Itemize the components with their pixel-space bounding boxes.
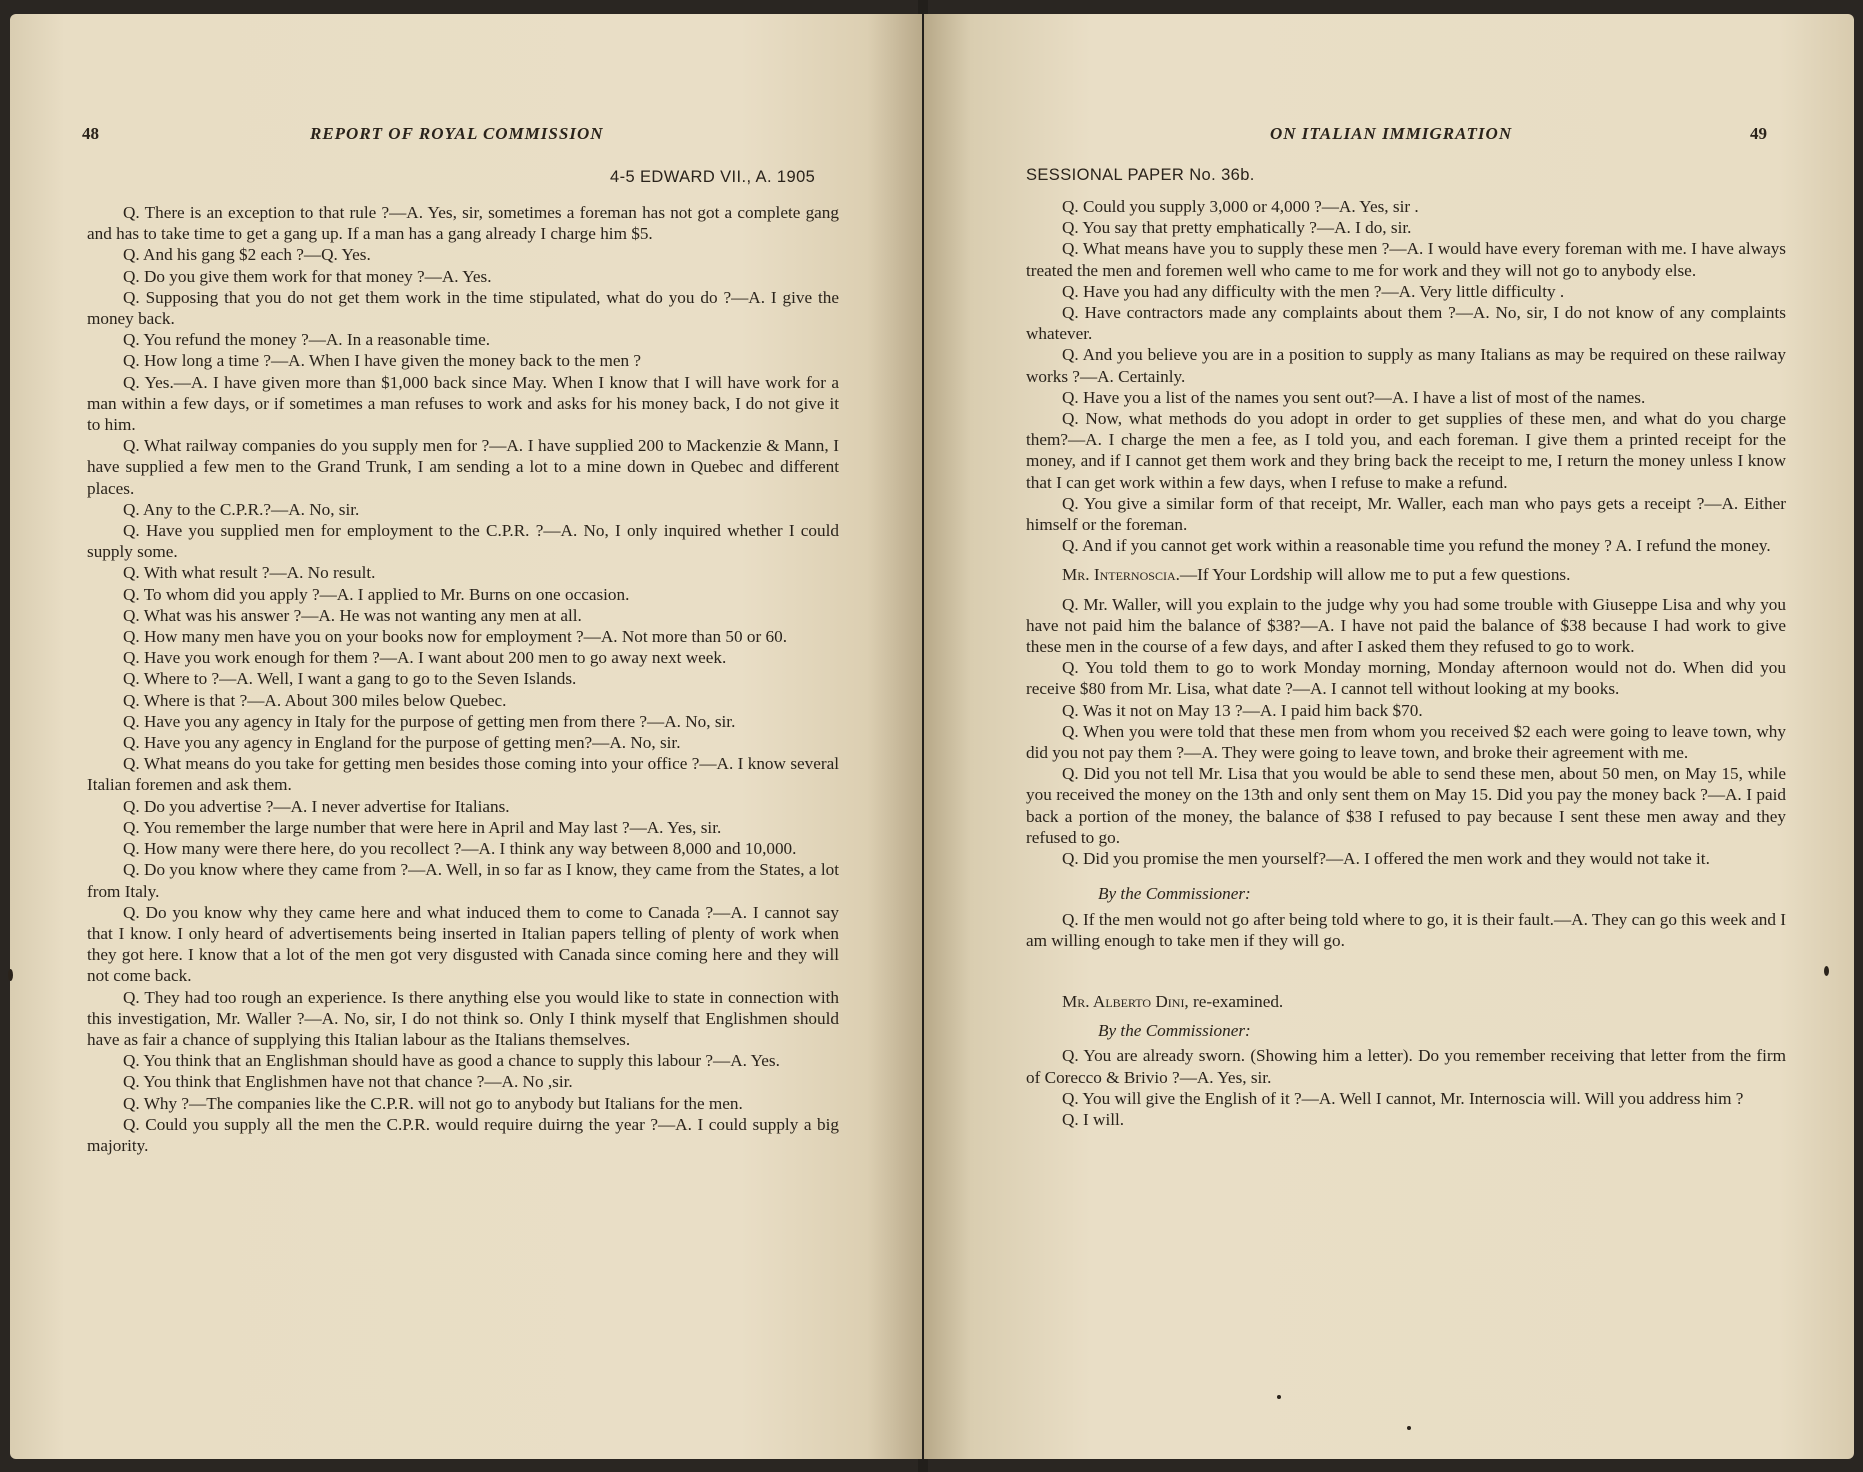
- qa-paragraph: Q. And if you cannot get work within a reasonable time you refund the money ? A. I refund the money.: [1062, 536, 1771, 556]
- qa-paragraph: Q. Have you supplied men for employment to the C.P.R. ?—A. No, I only inquired whether I could supply some.: [87, 521, 839, 562]
- qa-paragraph: Q. And his gang $2 each ?—Q. Yes.: [123, 245, 371, 265]
- right-body-text: [1026, 196, 1786, 1130]
- qa-paragraph: Q. You think that Englishmen have not that chance ?—A. No ,sir.: [123, 1072, 573, 1092]
- qa-paragraph: Q. Why ?—The companies like the C.P.R. will not go to anybody but Italians for the men.: [123, 1093, 743, 1113]
- qa-paragraph: Q. You refund the money ?—A. In a reasonable time.: [123, 330, 491, 350]
- witness-line: [1026, 991, 1786, 1012]
- qa-paragraph: Q. What was his answer ?—A. He was not wanting any men at all.: [123, 605, 582, 625]
- qa-paragraph: Q. Yes.—A. I have given more than $1,000 back since May. When I know that I will have work for a man within a few days, or if sometimes a man refuses to work and asks for his money back, I do not give it to him.: [87, 372, 839, 435]
- qa-paragraph: Q. Do you advertise ?—A. I never advertise for Italians.: [123, 796, 510, 816]
- qa-paragraph: Q. Have you any agency in England for the purpose of getting men?—A. No, sir.: [123, 733, 681, 753]
- qa-paragraph: Q. Could you supply 3,000 or 4,000 ?—A. Yes, sir .: [1062, 197, 1419, 216]
- qa-paragraph: Q. When you were told that these men from whom you received $2 each were going to leave town, why did you not pay them ?—A. They were going to leave town, and broke their agreement with me.: [1026, 721, 1786, 763]
- left-sub-head: 4-5 EDWARD VII., A. 1905: [610, 168, 816, 186]
- witness-status: re-examined.: [1188, 991, 1284, 1011]
- margin-mark: [1824, 966, 1829, 976]
- speck: [1277, 1395, 1281, 1399]
- qa-paragraph: Q. Where to ?—A. Well, I want a gang to go to the Seven Islands.: [123, 669, 577, 689]
- qa-paragraph: Q. Do you give them work for that money ?—A. Yes.: [123, 266, 492, 286]
- margin-mark: [8, 969, 13, 981]
- qa-paragraph: Q. You remember the large number that were here in April and May last ?—A. Yes, sir.: [123, 817, 722, 837]
- qa-paragraph: Q. Do you know where they came from ?—A. Well, in so far as I know, they came from the States, a lot from Italy.: [87, 860, 839, 901]
- speck: [1407, 1426, 1411, 1430]
- qa-paragraph: Q. Do you know why they came here and what induced them to come to Canada ?—A. I cannot say that I know. I only heard of advertisements being inserted in Italian papers telling of plenty of work when they got here. I know that a lot of the men got very disgusted with Canada since coming here and they will not come back.: [87, 902, 839, 986]
- commissioner-heading-1: By the Commissioner:: [1098, 884, 1251, 904]
- qa-paragraph: Q. Now, what methods do you adopt in order to get supplies of these men, and what do you charge them?—A. I charge the men a fee, as I told you, and each foreman. I give them a printed receipt for the money, and if I cannot get them work and they bring back the receipt to me, I return the money unless I know that I can get work within a few days, when I refuse to make a refund.: [1026, 409, 1786, 492]
- right-page: [924, 14, 1854, 1459]
- qa-paragraph: Q. They had too rough an experience. Is there anything else you would like to state in connection with this investigation, Mr. Waller ?—A. No, sir, I do not think so. Only I think myself that Englishmen should have as fair a chance of supplying this Italian labour as the Italians themselves.: [87, 987, 839, 1049]
- qa-paragraph: Q. I will.: [1062, 1109, 1125, 1129]
- commissioner-question-1: Q. If the men would not go after being told where to go, it is their fault.—A. They can go this week and I am willing enough to take men if they will go.: [1026, 909, 1786, 950]
- right-running-head: ON ITALIAN IMMIGRATION: [1270, 124, 1513, 143]
- qa-paragraph: Q. You will give the English of it ?—A. Well I cannot, Mr. Internoscia will. Will you address him ?: [1062, 1088, 1744, 1108]
- qa-paragraph: Q. To whom did you apply ?—A. I applied to Mr. Burns on one occasion.: [123, 584, 630, 604]
- qa-paragraph: Q. Did you promise the men yourself?—A. I offered the men work and they would not take it.: [1062, 849, 1710, 869]
- qa-paragraph: Q. You told them to go to work Monday morning, Monday afternoon would not do. When did you receive $80 from Mr. Lisa, what date ?—A. I cannot tell without looking at my books.: [1026, 658, 1786, 699]
- witness-name: Mr. Alberto Dini,: [1062, 991, 1189, 1011]
- qa-paragraph: Q. Supposing that you do not get them work in the time stipulated, what do you do ?—A. I give the money back.: [87, 287, 839, 329]
- qa-paragraph: Q. How many were there here, do you recollect ?—A. I think any way between 8,000 and 10,000.: [123, 839, 797, 859]
- qa-paragraph: Q. Have contractors made any complaints about them ?—A. No, sir, I do not know of any complaints whatever.: [1026, 303, 1786, 344]
- qa-paragraph: Q. How long a time ?—A. When I have given the money back to the men ?: [123, 351, 642, 371]
- left-body-text: [87, 202, 839, 1156]
- qa-paragraph: Q. And you believe you are in a position to supply as many Italians as may be required on these railway works ?—A. Certainly.: [1026, 345, 1786, 386]
- qa-paragraph: Q. Have you work enough for them ?—A. I want about 200 men to go away next week.: [123, 648, 727, 668]
- internoscia-speaker: Mr. Internoscia.: [1062, 565, 1180, 585]
- qa-paragraph: Q. You say that pretty emphatically ?—A. I do, sir.: [1062, 218, 1412, 238]
- qa-paragraph: Q. Any to the C.P.R.?—A. No, sir.: [123, 499, 360, 519]
- right-sub-head: SESSIONAL PAPER No. 36b.: [1026, 166, 1255, 184]
- right-page-number: 49: [1750, 124, 1767, 143]
- commissioner-heading-2: By the Commissioner:: [1098, 1021, 1251, 1041]
- qa-paragraph: Q. There is an exception to that rule ?—A. Yes, sir, sometimes a foreman has not got a complete gang and has to take time to get a gang up. If a man has a gang already I charge him $5.: [87, 203, 839, 244]
- qa-paragraph: Q. What means have you to supply these men ?—A. I would have every foreman with me. I have always treated the men and foremen well who came to me for work and they will not go to anybody else.: [1026, 239, 1786, 280]
- qa-paragraph: Q. With what result ?—A. No result.: [123, 563, 376, 583]
- left-page: [10, 14, 922, 1459]
- left-running-head: REPORT OF ROYAL COMMISSION: [310, 124, 604, 143]
- qa-paragraph: Q. Have you had any difficulty with the men ?—A. Very little difficulty .: [1062, 281, 1565, 301]
- qa-paragraph: Q. You think that an Englishman should have as good a chance to supply this labour ?—A. Yes.: [123, 1051, 780, 1071]
- qa-paragraph: Q. Could you supply all the men the C.P.R. would require duirng the year ?—A. I could supply a big majority.: [87, 1114, 839, 1155]
- internoscia-remark: [1026, 564, 1786, 585]
- qa-paragraph: Q. You give a similar form of that receipt, Mr. Waller, each man who pays gets a receipt ?—A. Either himself or the foreman.: [1026, 493, 1786, 535]
- internoscia-text: —If Your Lordship will allow me to put a few questions.: [1179, 565, 1571, 585]
- qa-paragraph: Q. Have you a list of the names you sent out?—A. I have a list of most of the names.: [1062, 387, 1646, 407]
- qa-paragraph: Q. Was it not on May 13 ?—A. I paid him back $70.: [1062, 700, 1423, 720]
- qa-paragraph: Q. How many men have you on your books now for employment ?—A. Not more than 50 or 60.: [123, 627, 787, 647]
- qa-paragraph: Q. What means do you take for getting men besides those coming into your office ?—A. I know several Italian foremen and ask them.: [87, 754, 839, 795]
- qa-paragraph: Q. You are already sworn. (Showing him a letter). Do you remember receiving that letter from the firm of Corecco & Brivio ?—A. Yes, sir.: [1026, 1046, 1786, 1087]
- qa-paragraph: Q. Did you not tell Mr. Lisa that you would be able to send these men, about 50 men, on May 15, while you received the money on the 13th and only sent them on May 15. Did you pay the money back ?—A. I paid back a portion of the money, the balance of $38 I refused to pay because I sent these men away and they refused to go.: [1026, 764, 1786, 847]
- qa-paragraph: Q. What railway companies do you supply men for ?—A. I have supplied 200 to Mackenzie & Mann, I have supplied a few men to the Grand Trunk, I am sending a lot to a mine down in Quebec and different places.: [87, 436, 839, 498]
- left-page-number: 48: [82, 124, 99, 143]
- qa-paragraph: Q. Have you any agency in Italy for the purpose of getting men from there ?—A. No, sir.: [123, 711, 736, 731]
- qa-paragraph: Q. Where is that ?—A. About 300 miles below Quebec.: [123, 690, 507, 710]
- qa-paragraph: Q. Mr. Waller, will you explain to the judge why you had some trouble with Giuseppe Lisa and why you have not paid him the balance of $38?—A. I have not paid the balance of $38 because I had work to give these men in the course of a few days, and after I asked them they refused to go to work.: [1026, 594, 1786, 657]
